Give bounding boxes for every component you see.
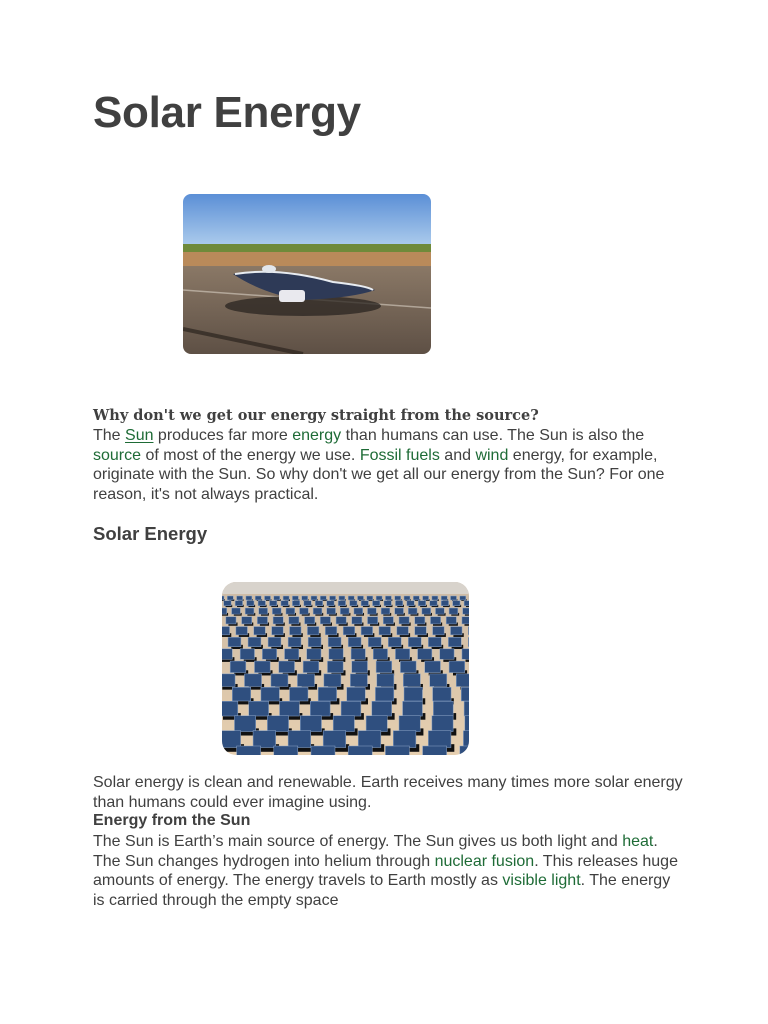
energy-link[interactable]: energy [292, 427, 342, 444]
sun-link[interactable]: Sun [125, 427, 154, 444]
solar-car-image [183, 194, 431, 354]
question-heading: Why don't we get our energy straight from the source? [93, 407, 539, 424]
fossil-fuels-link[interactable]: Fossil fuels [359, 446, 440, 464]
page-title: Solar Energy [93, 88, 361, 137]
nuclear-fusion-link[interactable]: nuclear fusion [434, 852, 535, 870]
solar-field-image [222, 582, 469, 755]
visible-light-link[interactable]: visible light [502, 872, 581, 890]
wind-link[interactable]: wind [475, 446, 509, 464]
section-heading: Solar Energy [93, 523, 208, 544]
solar-paragraph: Solar energy is clean and renewable. Earth receives many times more solar energy than humans could ever imagine using. [93, 774, 683, 811]
energy-paragraph: The Sun is Earth’s main source of energy. The Sun gives us both light and heat. The Sun changes hydrogen into helium through nuclear fusion. This releases huge amounts of energy. The energy travels to Earth mostly as visible light. The energy is carried through the empty space [93, 833, 678, 909]
heat-link[interactable]: heat [622, 833, 654, 850]
intro-paragraph: The Sun produces far more energy than humans can use. The Sun is also the source of most of the energy we use. Fossil fuels and wind energy, for example, originate with the Sun. So why don't we get all our energy from the Sun? For one reason, it's not always practical. [93, 427, 665, 503]
energy-from-sun-heading: Energy from the Sun [93, 812, 251, 829]
source-link[interactable]: source [93, 446, 142, 464]
